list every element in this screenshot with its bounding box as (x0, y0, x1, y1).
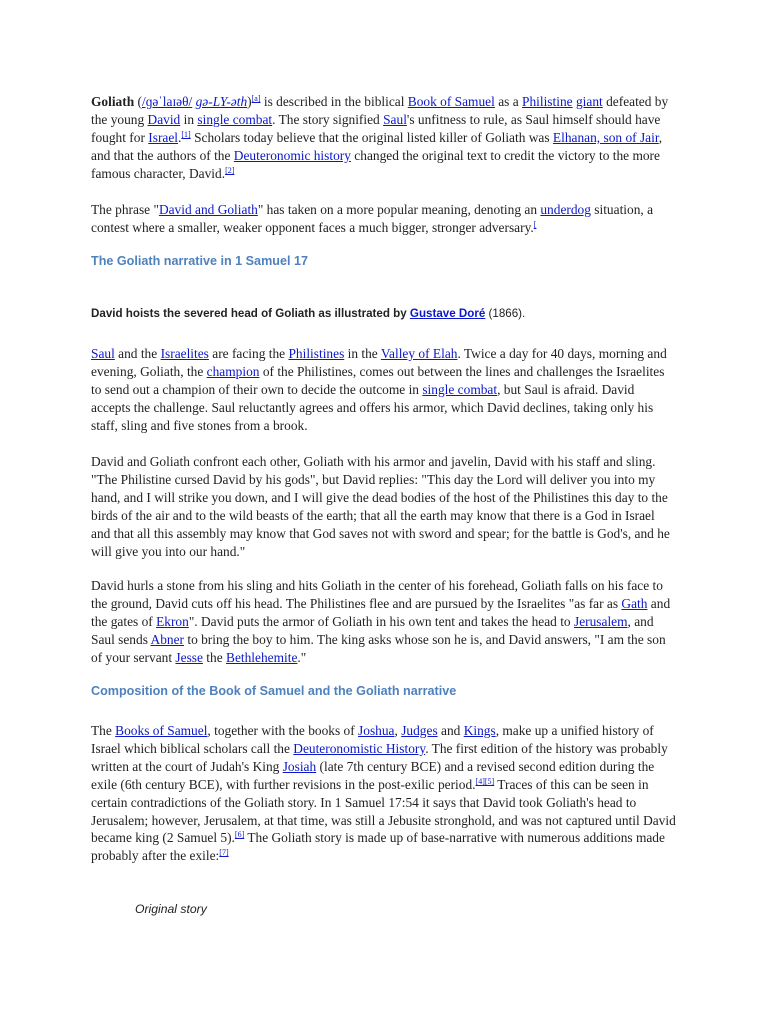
text-run: , and Saul sends (91, 613, 654, 647)
link-bethlehemite[interactable]: Bethlehemite (226, 649, 298, 665)
composition-paragraph (91, 722, 677, 865)
narrative-paragraph-3 (91, 577, 677, 667)
footnote-7[interactable]: [7] (219, 848, 229, 858)
link-champion[interactable]: champion (206, 363, 260, 379)
text-run: and the gates of (91, 595, 671, 629)
text-run: . (178, 129, 182, 145)
text-run: 's unfitness to rule, as Saul himself should have fought for (91, 111, 661, 145)
link-book-of-samuel[interactable]: Book of Samuel (407, 94, 495, 109)
text-run: " has taken on a more popular meaning, denoting an (257, 202, 541, 217)
text-run: . Twice a day for 40 days, morning and evening, Goliath, the (91, 346, 667, 379)
text-run: . The story signified (272, 111, 384, 127)
text-run: in (180, 111, 198, 127)
footnote-2[interactable]: [2] (225, 165, 235, 175)
link-saul[interactable]: Saul (91, 346, 115, 361)
link-philistines[interactable]: Philistines (288, 346, 345, 361)
link-jesse[interactable]: Jesse (175, 649, 203, 665)
link-kings[interactable]: Kings (463, 723, 496, 738)
text-run: of the Philistines, comes out between the lines and challenges the Israelites to send out a champion of their own to decide the outcome in (91, 363, 665, 397)
link-books-of-samuel[interactable]: Books of Samuel (115, 723, 208, 738)
image-caption (91, 307, 525, 320)
text-run: , and that the authors of the (91, 129, 663, 163)
text-run: ( (134, 94, 142, 109)
pronunciation-link[interactable]: gə-LY-əth (195, 94, 248, 109)
text-run: ." (297, 649, 307, 665)
footnote-3[interactable]: [ (533, 219, 537, 229)
text-run: ". David puts the armor of Goliath in his own tent and takes the head to (188, 613, 574, 629)
link-ekron[interactable]: Ekron (156, 613, 189, 629)
text-run: defeated by the young (91, 94, 669, 127)
link-jerusalem[interactable]: Jerusalem (573, 613, 628, 629)
text-run: to bring the boy to him. The king asks whose son he is, and David answers, "I am the son of your servant (91, 631, 666, 665)
article-term: Goliath (91, 94, 135, 109)
narrative-paragraph-2: David and Goliath confront each other, Goliath with his armor and javelin, David with his staff and sling. "The Philistine cursed David by his gods", but David replies: "This day the Lord will deliver you into my hand, and I will strike you down, and I will give the dead bodies of the host of the Philistines this day to the birds of the air and to the wild beasts of the earth; that all the earth may know that there is a God in Israel and that all this assembly may know that God saves not with sword and spear; for the battle is God's, and he will give you into our hand." (91, 454, 670, 559)
link-saul[interactable]: Saul (383, 111, 407, 127)
text-run: (late 7th century BCE) and a revised second edition during the exile (6th century BCE), with further revisions in the post-exilic period. (91, 758, 655, 792)
link-underdog[interactable]: underdog (540, 202, 591, 217)
text-run: situation, a contest where a smaller, weaker opponent faces a much bigger, stronger adversary. (91, 202, 654, 235)
text-run: Scholars today believe that the original listed killer of Goliath was (190, 129, 553, 145)
link-judges[interactable]: Judges (401, 723, 438, 738)
text-run: as a (494, 94, 522, 109)
intro-paragraph (91, 93, 677, 183)
link-israelites[interactable]: Israelites (160, 346, 209, 361)
link-deuteronomic-history[interactable]: Deuteronomic history (233, 147, 351, 163)
link-abner[interactable]: Abner (150, 631, 184, 647)
text-run: in the (344, 346, 381, 361)
text-run: are facing the (208, 346, 289, 361)
section-heading-composition: Composition of the Book of Samuel and the Goliath narrative (91, 684, 457, 698)
text-run: the (202, 649, 227, 665)
link-gath[interactable]: Gath (621, 595, 648, 611)
text-run: , (394, 723, 402, 738)
link-giant[interactable]: giant (575, 94, 603, 109)
footnote-a[interactable]: [a] (251, 94, 261, 103)
link-david-and-goliath[interactable]: David and Goliath (158, 202, 258, 217)
section-heading-narrative: The Goliath narrative in 1 Samuel 17 (91, 254, 308, 268)
link-joshua[interactable]: Joshua (358, 723, 395, 738)
text-run: is described in the biblical (260, 94, 408, 109)
text-run: The phrase " (91, 202, 159, 217)
link-elhanan[interactable]: Elhanan, son of Jair (552, 129, 659, 145)
footnote-1[interactable]: [1] (181, 129, 191, 139)
text-run: changed the original text to credit the victory to the more famous character, David. (91, 147, 660, 181)
footnote-6[interactable]: [6] (234, 830, 245, 840)
text-run: ) (247, 94, 252, 109)
caption-text: David hoists the severed head of Goliath as illustrated by (91, 307, 410, 320)
narrative-paragraph-1 (91, 345, 677, 435)
text-run: The (91, 723, 116, 738)
text-run: and the (114, 346, 161, 361)
footnote-4-5[interactable]: [4][5] (475, 776, 495, 786)
text-run: and (437, 723, 464, 738)
link-philistine[interactable]: Philistine (522, 94, 573, 109)
caption-text: (1866). (485, 307, 526, 320)
link-valley-of-elah[interactable]: Valley of Elah (380, 346, 458, 361)
subheading-original-story: Original story (135, 902, 207, 916)
text-run: . The first edition of the history was probably written at the court of Judah's King (91, 740, 668, 774)
text-run: David hurls a stone from his sling and hits Goliath in the center of his forehead, Goliath falls on his face to the ground, David cuts off his head. The Philistines flee and are pursued by the Israelites "as far as (91, 578, 663, 611)
text-run: , make up a unified history of Israel which biblical scholars call the (91, 723, 654, 756)
phrase-paragraph (91, 201, 677, 237)
link-deuteronomistic-history[interactable]: Deuteronomistic History (293, 740, 426, 756)
link-single-combat[interactable]: single combat (422, 381, 498, 397)
link-israel[interactable]: Israel (148, 129, 179, 145)
link-single-combat[interactable]: single combat (197, 111, 273, 127)
text-run: The Goliath story is made up of base-narrative with numerous additions made probably after the exile: (91, 830, 665, 864)
text-run: , together with the books of (207, 723, 359, 738)
text-run: Traces of this can be seen in certain contradictions of the Goliath story. In 1 Samuel 17:54 it says that David took Goliath's head to Jerusalem; however, Jerusalem, at that time, was still a Jebusite stronghold, and was not captured until David became king (2 Samuel 5). (91, 776, 676, 846)
ipa-link[interactable]: /ɡəˈlaɪəθ/ (141, 94, 193, 109)
link-gustave-dore[interactable]: Gustave Doré (409, 307, 486, 320)
text-run: , but Saul is afraid. David accepts the challenge. Saul reluctantly agrees and offers his armor, which David declines, taking only his staff, sling and five stones from a brook. (91, 381, 654, 433)
link-josiah[interactable]: Josiah (282, 758, 317, 774)
link-david[interactable]: David (147, 111, 181, 127)
